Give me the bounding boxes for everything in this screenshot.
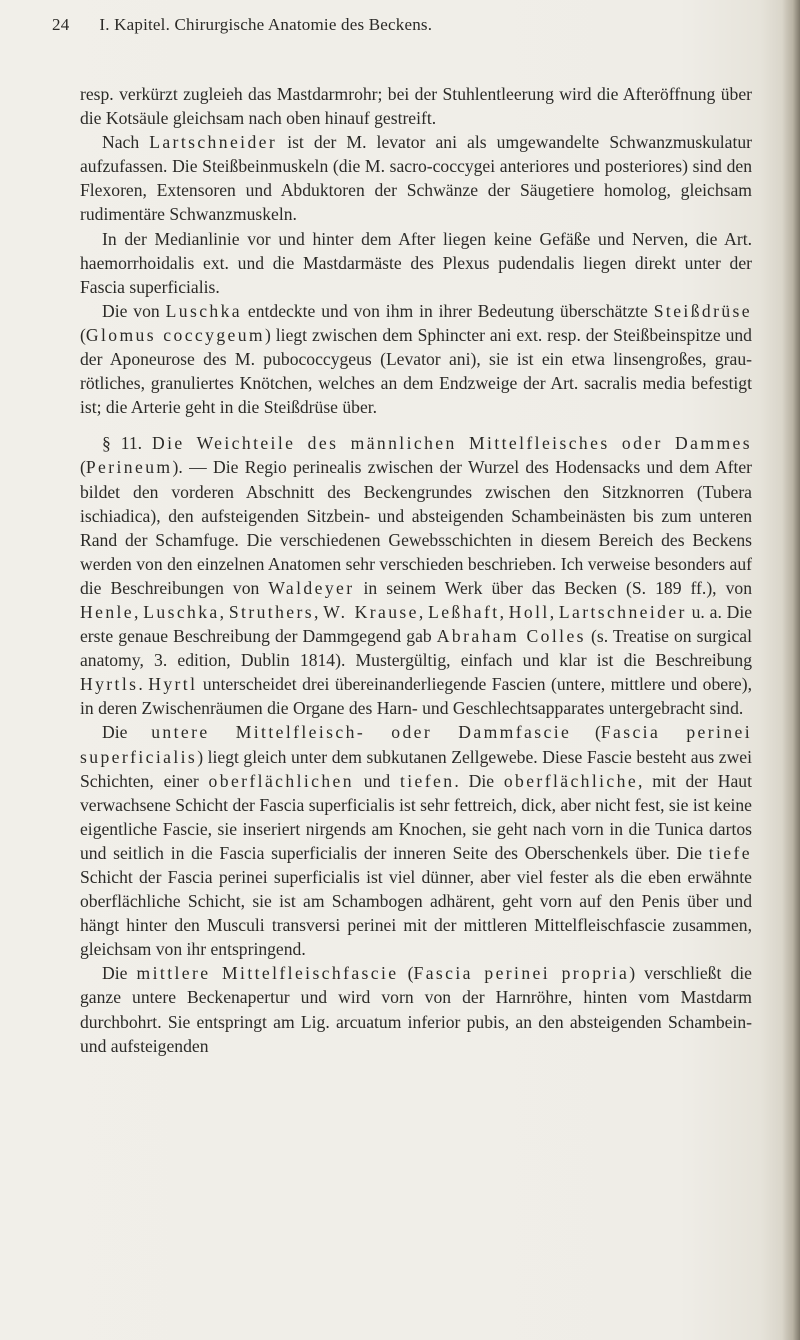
- spaced-emphasis: untere Mittelfleisch- oder Dammfascie: [151, 722, 572, 743]
- text-run: Die: [102, 963, 137, 984]
- text-run: ,: [549, 601, 559, 622]
- text-run: ,: [219, 601, 229, 622]
- text-run: in seinem Werk über das Becken (S. 189 ff.), von: [354, 577, 752, 598]
- spaced-emphasis: Luschka: [165, 300, 243, 321]
- text-run: § 11.: [102, 433, 152, 454]
- spaced-emphasis: tiefe: [708, 842, 752, 863]
- page-edge-shadow: [782, 0, 800, 1340]
- paragraph: [80, 431, 752, 720]
- running-header: [52, 15, 752, 35]
- spaced-emphasis: Hyrtls: [80, 674, 139, 695]
- text-run: unterscheidet drei übereinanderliegende Fascien (untere, mittlere und obere), in deren Zwischenräumen die Organe des Harn- und Geschlechtsapparates untergebracht sind.: [80, 674, 752, 719]
- paragraph: [80, 227, 752, 299]
- text-run: Die: [102, 722, 152, 743]
- text-run: ) verschließt die ganze untere Beckenapertur und wird vorn von der Harnröhre, hinten vom Mastdarm durchbohrt. Sie entspringt am Lig. arcuatum inferior pubis, an den absteigenden Schambein- und aufsteigenden: [80, 963, 752, 1056]
- spaced-emphasis: Glomus coccygeum: [85, 324, 266, 345]
- spaced-emphasis: tiefen: [399, 770, 455, 791]
- text-run: .: [138, 674, 149, 695]
- text-run: ,: [134, 601, 144, 622]
- text-run: resp. verkürzt zugleieh das Mastdarmrohr; bei der Stuhlentleerung wird die Afteröffnung über die Kotsäule gleichsam nach oben hinauf gestreift.: [80, 84, 752, 129]
- spaced-emphasis: Hyrtl: [148, 674, 198, 695]
- spaced-emphasis: oberflächliche: [503, 770, 639, 791]
- text-run: ,: [499, 601, 509, 622]
- spaced-emphasis: mittlere Mittelfleischfascie: [136, 963, 399, 984]
- text-run: . Die: [454, 770, 504, 791]
- spaced-emphasis: Lartschneider: [149, 132, 278, 153]
- paragraph: [80, 961, 752, 1057]
- paragraph: [80, 299, 752, 419]
- text-run: ,: [314, 601, 324, 622]
- spaced-emphasis: Abraham Colles: [436, 626, 586, 647]
- text-run: ist der M. levator ani als umgewandelte Schwanzmuskulatur aufzufassen. Die Steißbeinmuskeln (die M. sacro-coccygei anteriores und posteriores) sind den Flexoren, Extensoren und Abduktoren der Schwänze der Säugetiere homolog, gleichsam rudimentäre Schwanzmuskeln.: [80, 132, 752, 225]
- text-run: ) liegt zwischen dem Sphincter ani ext. resp. der Steißbeinspitze und der Aponeurose des M. pubococcygeus (Levator ani), sie ist ein etwa linsengroßes, grau-rötliches, granuliertes Knötchen, welches an dem Endzweige der Art. sacralis media befestigt ist; die Arterie geht in die Steißdrüse über.: [80, 324, 752, 418]
- text-run: (: [80, 457, 86, 478]
- text-run: und: [353, 770, 400, 791]
- paragraph: [80, 720, 752, 961]
- spaced-emphasis: Die Weichteile des männlichen Mittelfleisches oder Dammes: [151, 433, 752, 454]
- text-run: u. a. Die erste genaue Beschreibung der Dammgegend gab: [80, 601, 753, 647]
- text-run: In der Medianlinie vor und hinter dem After liegen keine Gefäße und Nerven, die Art. haemorrhoidalis ext. und die Mastdarmäste des Plexus pudendalis liegen direkt unter der Fascia superficialis.: [80, 228, 752, 297]
- text-run: (: [80, 324, 86, 345]
- spaced-emphasis: oberflächlichen: [208, 770, 354, 791]
- text-run: Schicht der Fascia perinei superficialis ist viel dünner, aber viel fester als die eben erwähnte oberflächliche Schicht, sie ist am Schambogen adhärent, geht vorn auf den Penis über und hängt hinter den Musculi transversi perinei mit der mittleren Mittelfleischfascie zusammen, gleichsam von ihr entspringend.: [80, 867, 752, 960]
- text-run: ). — Die Regio perinealis zwischen der Wurzel des Hodensacks und dem After bildet den vorderen Abschnitt des Beckengrundes zwischen den Sitzknorren (Tubera ischiadica), den aufsteigenden Sitzbein- und absteigenden Schambeinästen bis zum unteren Rand der Schamfuge. Die verschiedenen Gewebsschichten in diesem Bereich des Beckens werden von den einzelnen Anatomen sehr verschieden beschrieben. Ich verweise besonders auf die Beschreibungen von: [80, 457, 752, 598]
- spaced-emphasis: W. Krause: [323, 601, 419, 622]
- spaced-emphasis: Lartschneider: [558, 601, 687, 622]
- text-run: ,: [418, 601, 429, 622]
- spaced-emphasis: Waldeyer: [268, 577, 355, 598]
- paragraph: [80, 82, 752, 130]
- text-run: Die von: [102, 300, 166, 321]
- text-run: (s. Treatise on surgical anatomy, 3. edition, Dublin 1814). Mustergültig, einfach und klar ist die Beschreibung: [80, 626, 753, 671]
- text-run: entdeckte und von ihm in ihrer Bedeutung überschätzte: [242, 300, 654, 321]
- spaced-emphasis: Fascia perinei propria: [413, 963, 630, 984]
- spaced-emphasis: Leßhaft: [428, 601, 500, 622]
- text-run: ) liegt gleich unter dem subkutanen Zellgewebe. Diese Fascie besteht aus zwei Schichten, einer: [80, 746, 752, 791]
- spaced-emphasis: Steißdrüse: [653, 300, 753, 321]
- text-run: (: [398, 963, 414, 984]
- spaced-emphasis: Struthers: [228, 601, 314, 622]
- text-run: (: [571, 722, 601, 743]
- spaced-emphasis: Fascia perinei superficialis: [80, 722, 752, 767]
- text-run: , mit der Haut verwachsene Schicht der Fascia superficialis ist sehr fettreich, dick, aber nicht fest, sie ist keine eigentliche Fascie, sie inseriert nirgends am Knochen, sie geht nach vorn in die Tunica dartos und seitlich in die Fascia superficialis der inneren Seite des Oberschenkels über. Die: [80, 770, 752, 863]
- text-run: Nach: [102, 132, 150, 153]
- page-number: 24: [52, 15, 70, 34]
- spaced-emphasis: Luschka: [143, 601, 220, 622]
- paragraph: [80, 130, 752, 226]
- running-title: I. Kapitel. Chirurgische Anatomie des Beckens.: [99, 15, 433, 34]
- spaced-emphasis: Holl: [508, 601, 550, 622]
- spaced-emphasis: Henle: [80, 601, 135, 622]
- spaced-emphasis: Perineum: [85, 457, 173, 478]
- body-text: [80, 82, 752, 1058]
